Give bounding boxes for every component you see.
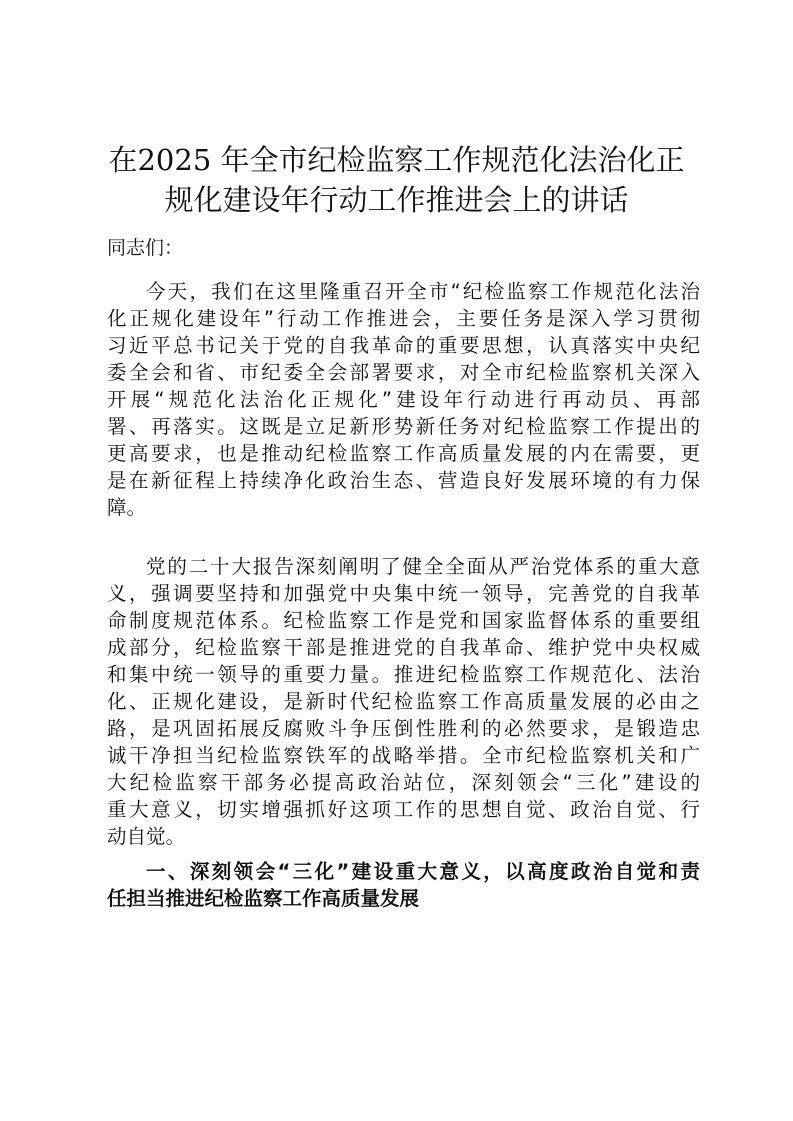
text-line: 化、正规化建设，是新时代纪检监察工作高质量发展的必由之 — [107, 690, 700, 713]
text-line: 大纪检监察干部务必提高政治站位，深刻领会“三化”建设的 — [107, 771, 700, 794]
text-line: 诚干净担当纪检监察铁军的战略举措。全市纪检监察机关和广 — [107, 744, 700, 767]
text-line: 更高要求，也是推动纪检监察工作高质量发展的内在需要，更 — [107, 442, 700, 465]
title-line: 规化建设年行动工作推进会上的讲话 — [164, 183, 629, 217]
text-line: 今天，我们在这里隆重召开全市“纪检监察工作规范化法治 — [146, 280, 700, 303]
text-line: 一、深刻领会“三化”建设重大意义，以高度政治自觉和责 — [146, 860, 700, 883]
text-line: 习近平总书记关于党的自我革命的重要思想，认真落实中央纪 — [107, 334, 700, 357]
text-line: 委全会和省、市纪委全会部署要求，对全市纪检监察机关深入 — [107, 361, 700, 384]
text-line: 和集中统一领导的重要力量。推进纪检监察工作规范化、法治 — [107, 663, 700, 686]
text-line: 命制度规范体系。纪检监察工作是党和国家监督体系的重要组 — [107, 609, 700, 632]
title-line: 在2025 年全市纪检监察工作规范化法治化正 — [108, 143, 685, 177]
document-title — [100, 140, 693, 220]
paragraph — [107, 278, 700, 521]
text-line: 署、再落实。这既是立足新形势新任务对纪检监察工作提出的 — [107, 415, 700, 438]
text-line: 障。 — [107, 496, 147, 519]
text-line: 是在新征程上持续净化政治生态、营造良好发展环境的有力保 — [107, 469, 700, 492]
text-line: 成部分，纪检监察干部是推进党的自我革命、维护党中央权威 — [107, 636, 700, 659]
text-line: 路，是巩固拓展反腐败斗争压倒性胜利的必然要求，是锻造忠 — [107, 717, 700, 740]
salutation: 同志们： — [107, 237, 184, 259]
paragraph — [107, 553, 700, 850]
text-line: 开展“规范化法治化正规化”建设年行动进行再动员、再部 — [107, 388, 700, 411]
text-line: 任担当推进纪检监察工作高质量发展 — [107, 887, 420, 910]
text-line: 党的二十大报告深刻阐明了健全全面从严治党体系的重大意 — [146, 555, 700, 578]
text-line: 重大意义，切实增强抓好这项工作的思想自觉、政治自觉、行 — [107, 798, 700, 821]
text-line: 义，强调要坚持和加强党中央集中统一领导，完善党的自我革 — [107, 582, 700, 605]
text-line: 动自觉。 — [107, 825, 186, 848]
section-heading — [107, 858, 700, 912]
text-line: 化正规化建设年”行动工作推进会，主要任务是深入学习贯彻 — [107, 307, 700, 330]
